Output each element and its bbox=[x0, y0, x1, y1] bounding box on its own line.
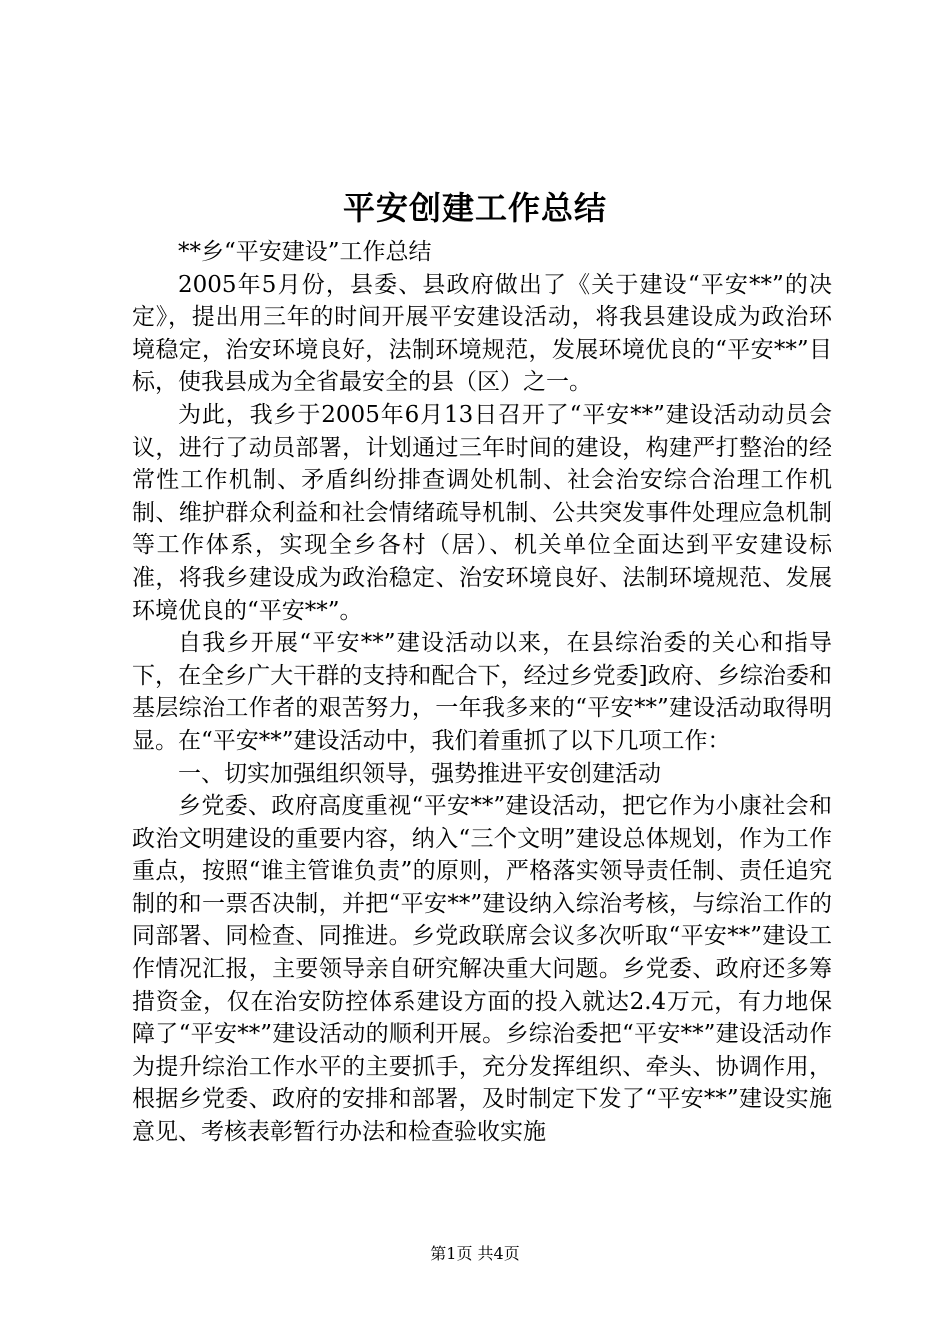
subtitle-paragraph: **乡“平安建设”工作总结 bbox=[178, 239, 432, 265]
body-paragraph: 乡党委、政府高度重视“平安**”建设活动，把它作为小康社会和政治文明建设的重要内容，纳入“三个文明”建设总体规划，作为工作重点，按照“谁主管谁负责”的原则，严格落实领导责任制、责任追究制的和一票否决制，并把“平安**”建设纳入综治考核，与综治工作的同部署、同检查、同推进。乡党政联席会议多次听取“平安**”建设工作情况汇报，主要领导亲自研究解决重大问题。乡党委、政府还多筹措资金，仅在治安防控体系建设方面的投入就达2.4万元，有力地保障了“平安**”建设活动的顺利开展。乡综治委把“平安**”建设活动作为提升综治工作水平的主要抓手，充分发挥组织、牵头、协调作用，根据乡党委、政府的安排和部署，及时制定下发了“平安**”建设实施意见、考核表彰暂行办法和检查验收实施 bbox=[132, 793, 832, 1146]
body-paragraph: 2005年5月份，县委、县政府做出了《关于建设“平安**”的决定》，提出用三年的时间开展平安建设活动，将我县建设成为政治环境稳定，治安环境良好，法制环境规范，发展环境优良的“平安**”目标，使我县成为全省最安全的县（区）之一。 bbox=[132, 271, 832, 396]
section-heading: 一、切实加强组织领导，强势推进平安创建活动 bbox=[178, 760, 661, 787]
document-title: 平安创建工作总结 bbox=[342, 189, 607, 227]
body-paragraph: 为此，我乡于2005年6月13日召开了“平安**”建设活动动员会议，进行了动员部署，计划通过三年时间的建设，构建严打整治的经常性工作机制、矛盾纠纷排查调处机制、社会治安综合治理工作机制、维护群众利益和社会情绪疏导机制、公共突发事件处理应急机制等工作体系，实现全乡各村（居）、机关单位全面达到平安建设标准，将我乡建设成为政治稳定、治安环境良好、法制环境规范、发展环境优良的“平安**”。 bbox=[132, 401, 832, 624]
page-number-footer: 第1页 共4页 bbox=[430, 1244, 520, 1263]
body-paragraph: 自我乡开展“平安**”建设活动以来，在县综治委的关心和指导下，在全乡广大干群的支持和配合下，经过乡党委]政府、乡综治委和基层综治工作者的艰苦努力，一年我多来的“平安**”建设活动取得明显。在“平安**”建设活动中，我们着重抓了以下几项工作： bbox=[132, 630, 832, 754]
document-body bbox=[132, 236, 832, 1149]
